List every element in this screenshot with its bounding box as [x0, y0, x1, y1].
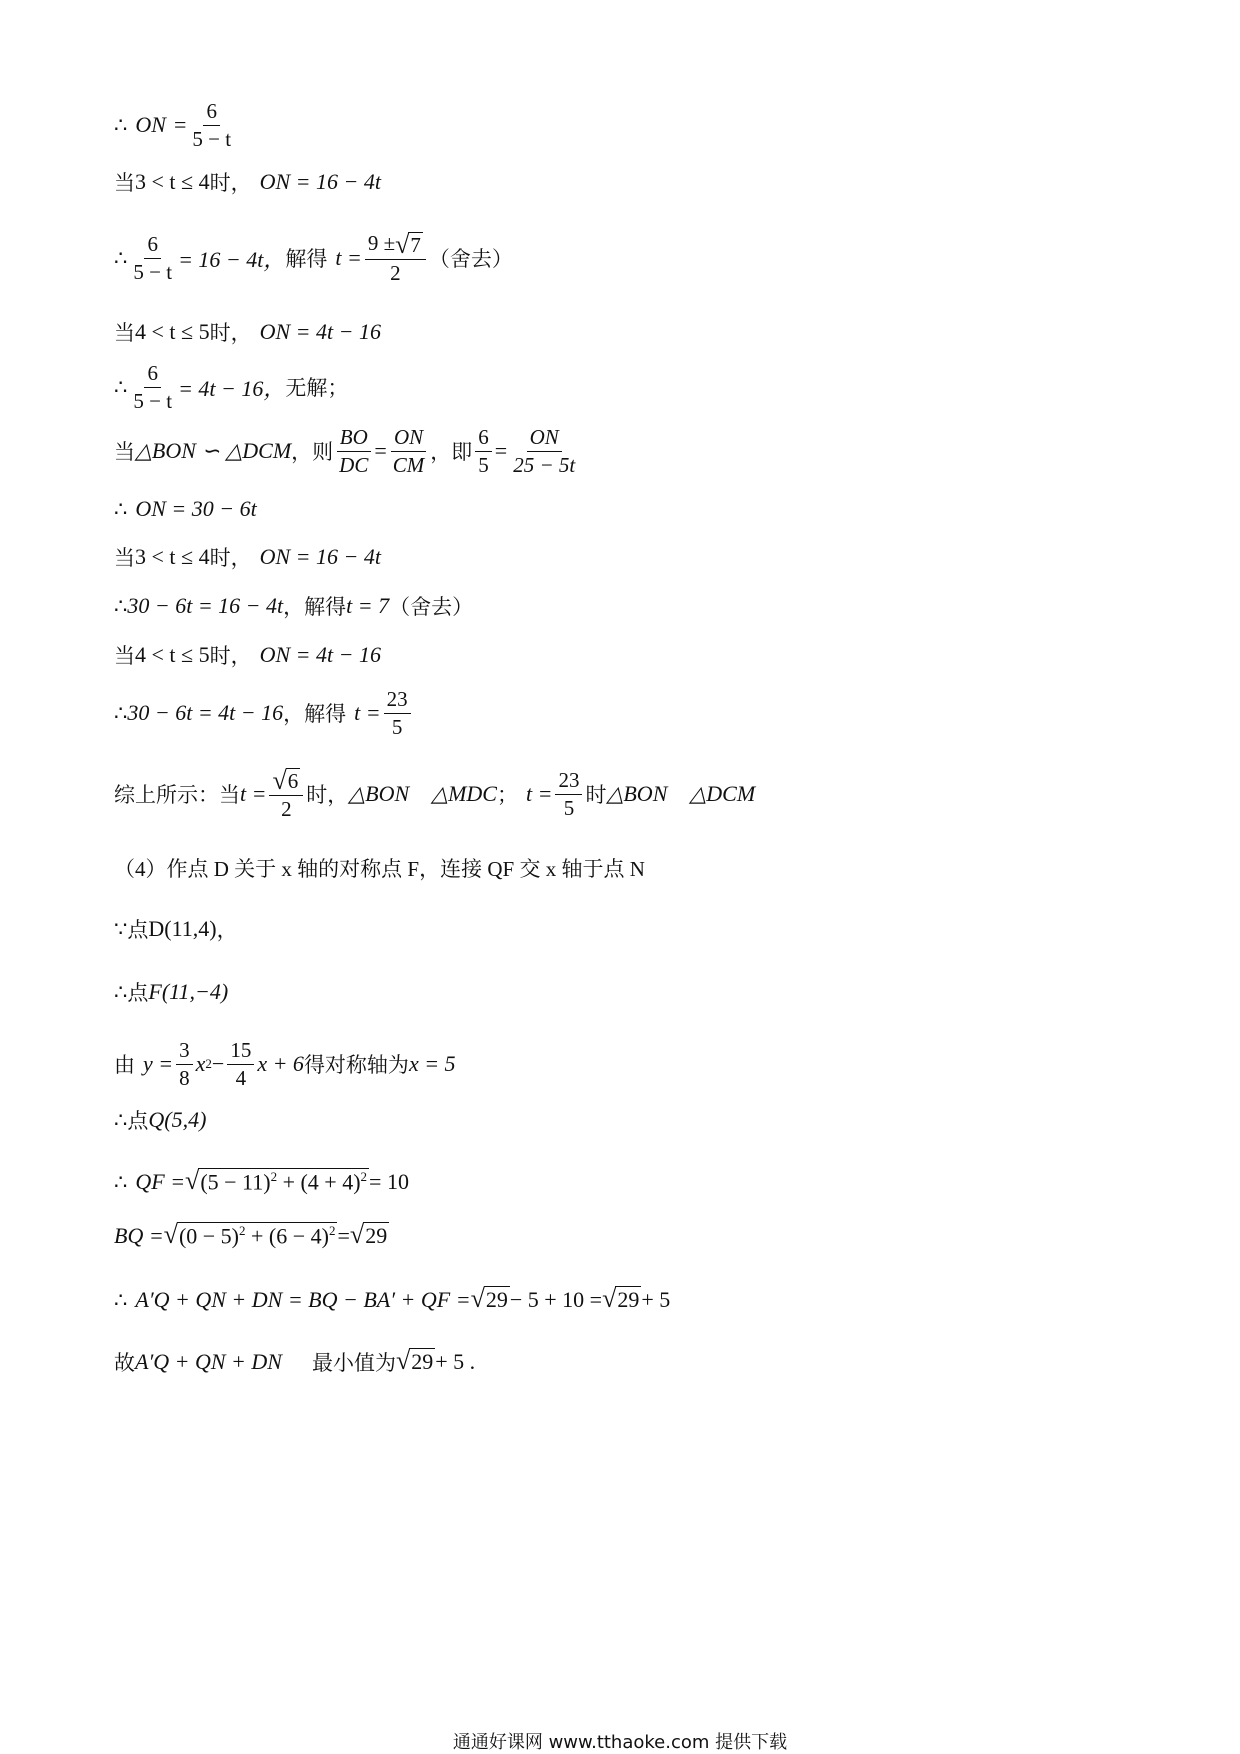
- line-1: [114, 95, 237, 155]
- sqrt: √ 29: [602, 1284, 640, 1314]
- line-19: BQ = √ $(0 - 5)^2 + (6 - 4)^2$ = √ 29: [114, 1220, 388, 1250]
- line-11: ∴ 30 − 6t = 4t − 16 ，解得 t = $\frac{23}{5}$: [114, 683, 414, 743]
- line-13: （4）作点 D 关于 x 轴的对称点 F，连接 QF 交 x 轴于点 N: [114, 857, 645, 881]
- page-footer: 通通好课网 www.tthaoke.com 提供下载: [452, 1732, 788, 1753]
- line-21: 故 A′Q + QN + DN 最小值为 √ 29 + 5 .: [114, 1346, 476, 1376]
- line-6: 当 △BON ∽ △DCM ，则 $\frac{BO}{DC}$ = $\frac{ON}{CM}$ ，即 $\frac{6}{5}$ = $\frac{ON}{25 - 5t}$: [114, 421, 581, 481]
- fraction: $\frac{6}{5 - t}$: [133, 361, 173, 413]
- fraction: $\frac{6}{5 - t}$: [192, 99, 232, 151]
- line-4: 当 4 < t ≤ 5 时， ON = 4t − 16: [114, 319, 381, 345]
- fraction: $\frac{BO}{DC}$: [336, 424, 371, 478]
- fraction: 9 ± √ 7 2: [365, 230, 426, 286]
- sqrt: √ $(5 - 11)^2 + (4 + 4)^2$: [185, 1166, 368, 1196]
- equation: ON = 16 − 4t: [259, 169, 381, 194]
- sqrt: √ 7: [395, 230, 421, 260]
- expr: ON: [135, 112, 166, 137]
- line-18: ∴ QF = √ $(5 - 11)^2 + (4 + 4)^2$ = 10: [114, 1166, 409, 1196]
- fraction: √ 6 2: [269, 766, 303, 822]
- fraction: $\frac{23}{5}$: [555, 767, 582, 821]
- therefore-symbol: ∴: [114, 112, 128, 137]
- sqrt: √ 29: [470, 1284, 508, 1314]
- sqrt: √ $(0 - 5)^2 + (6 - 4)^2$: [163, 1220, 336, 1250]
- line-5: ∴ $\frac{6}{5 - t}$ = 4t − 16， 无解；: [114, 361, 349, 413]
- fraction: $\frac{15}{4}$: [227, 1037, 254, 1091]
- line-14: ∵ 点 D(11,4) ，: [114, 916, 238, 942]
- line-17: ∴ 点 Q(5,4): [114, 1107, 207, 1133]
- sqrt: √ 29: [395, 1346, 434, 1376]
- similar-triangles: △BON ∽ △DCM: [135, 438, 292, 463]
- fraction: $\frac{3}{8}$: [176, 1037, 193, 1091]
- line-7: ∴ ON = 30 − 6t: [114, 496, 257, 521]
- sqrt: √ 6: [272, 766, 299, 796]
- line-10: 当 4 < t ≤ 5 时， ON = 4t − 16: [114, 642, 381, 668]
- condition: 3 < t ≤ 4: [135, 169, 210, 194]
- sqrt: √ 29: [349, 1220, 388, 1250]
- line-3: ∴ $\frac{6}{5 - t}$ = 16 − 4t， 解得 t = 9 ± √ 7 2 （舍去）: [114, 230, 513, 285]
- fraction: $\frac{23}{5}$: [384, 686, 411, 740]
- fraction: $\frac{ON}{25 - 5t}$: [513, 425, 576, 477]
- fraction: $\frac{6}{5}$: [475, 424, 492, 478]
- line-12: 综上所示：当 t = √ 6 2 时， △BON △MDC ； t = $\frac{23}{5}$ 时 △BON △DCM: [114, 766, 756, 821]
- line-20: ∴ A′Q + QN + DN = BQ − BA′ + QF = √ 29 − 5 + 10 = √ 29 + 5: [114, 1284, 671, 1314]
- fraction: $\frac{6}{5 - t}$: [133, 232, 173, 284]
- equals: =: [173, 112, 187, 137]
- line-8: 当 3 < t ≤ 4 时， ON = 16 − 4t: [114, 544, 381, 570]
- fraction: $\frac{ON}{CM}$: [392, 425, 425, 477]
- line-2: 当 3 < t ≤ 4 时， ON = 16 − 4t: [114, 169, 381, 195]
- line-15: ∴ 点 F(11,−4): [114, 979, 229, 1005]
- line-16: 由 y = $\frac{3}{8}$ x 2 − $\frac{15}{4}$ x + 6 得对称轴为 x = 5: [114, 1038, 456, 1090]
- line-9: ∴ 30 − 6t = 16 − 4t ，解得 t = 7 （舍去）: [114, 593, 474, 619]
